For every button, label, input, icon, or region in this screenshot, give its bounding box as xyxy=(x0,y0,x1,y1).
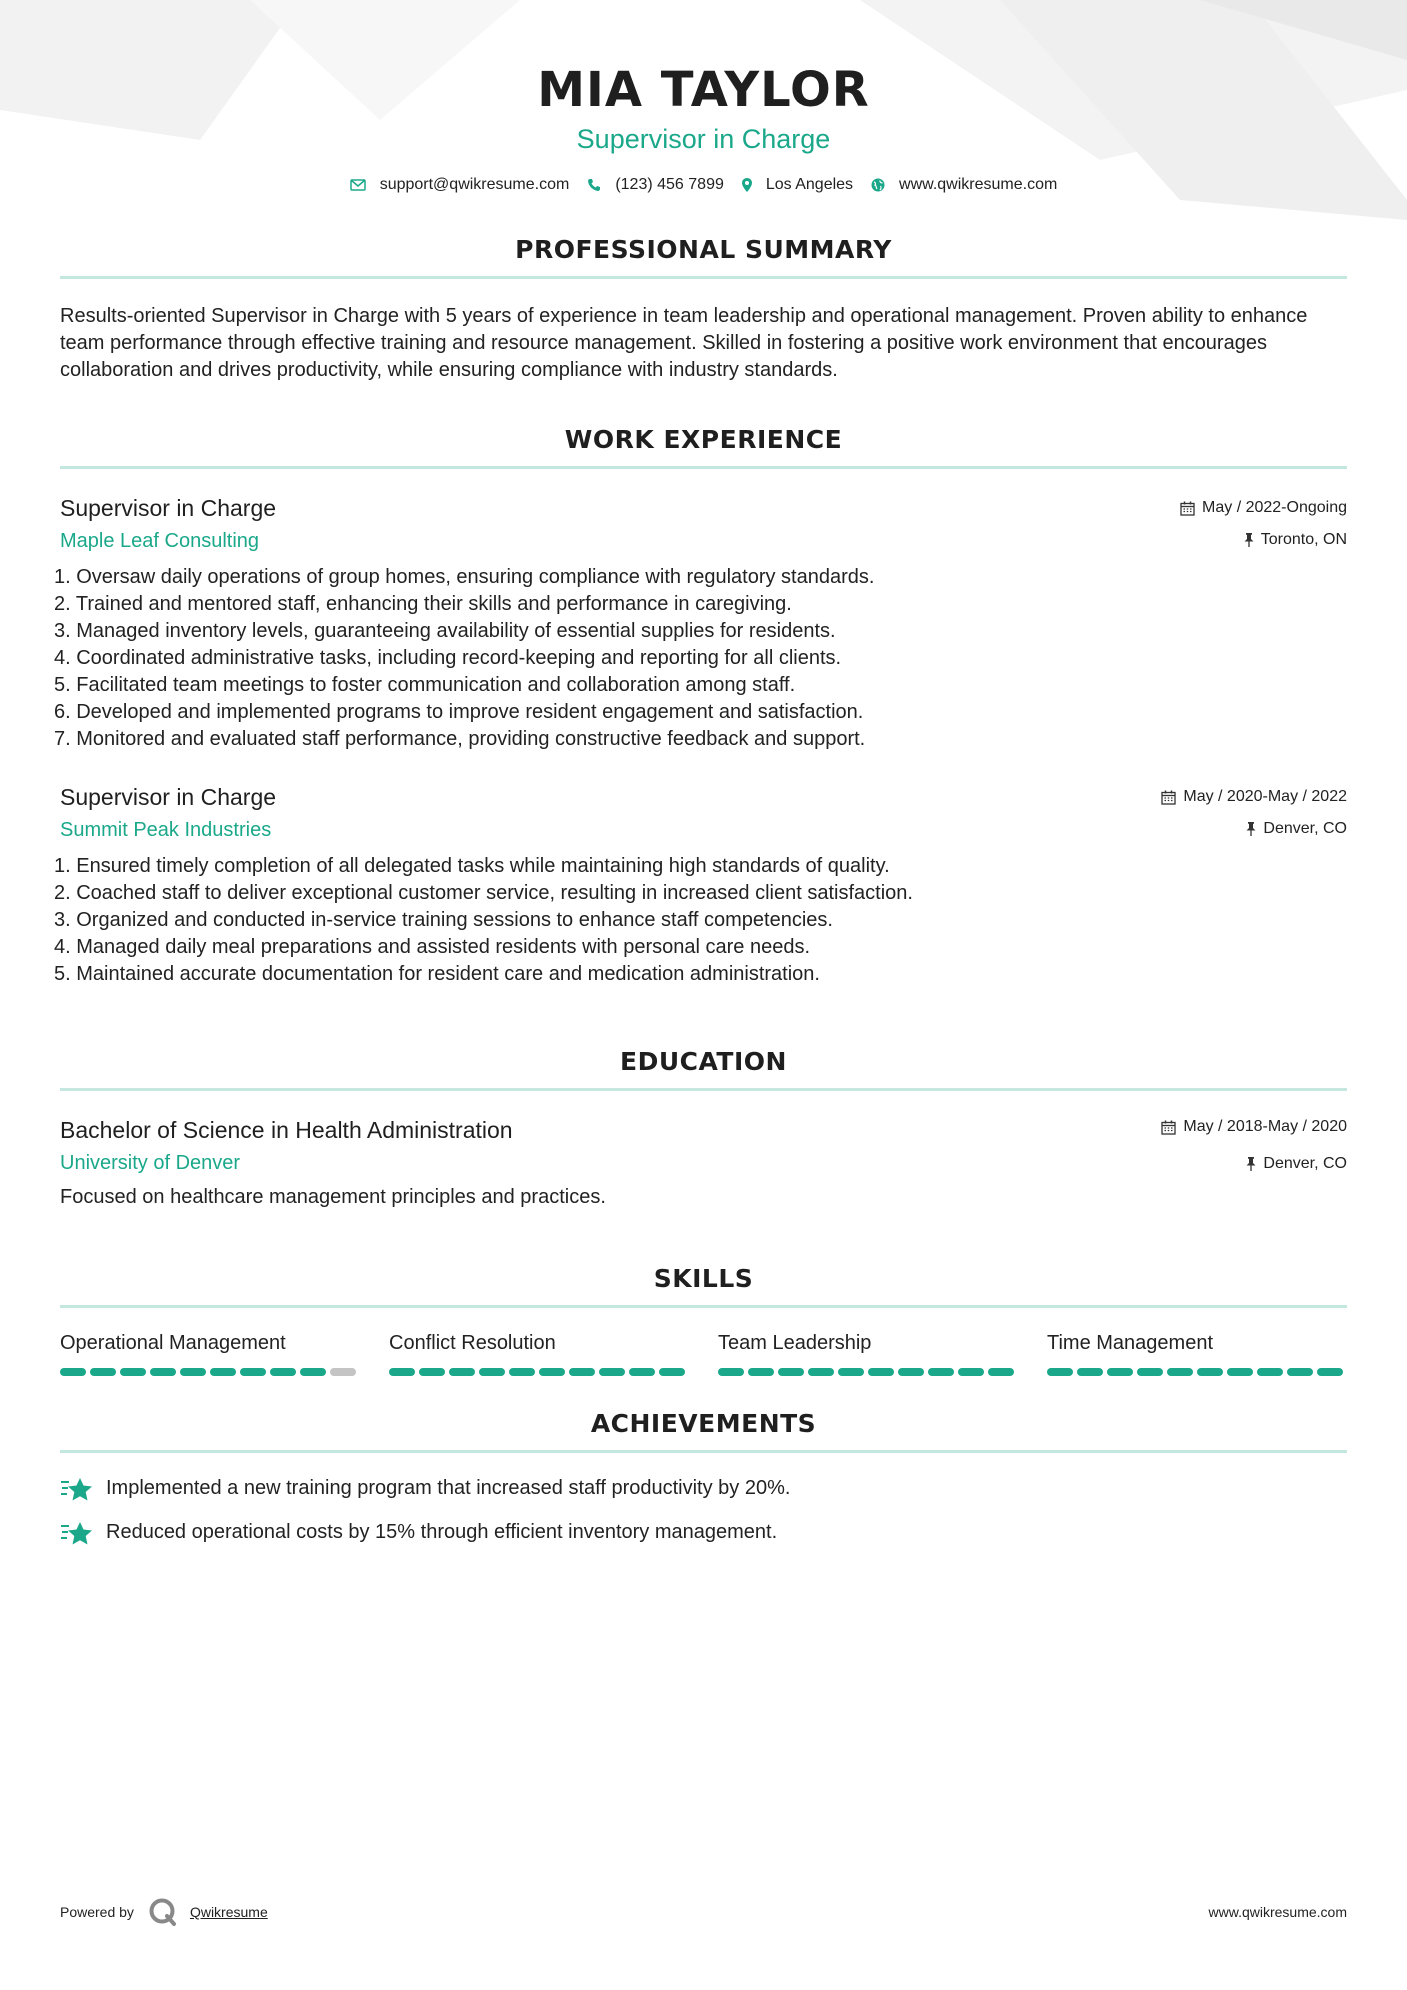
skill-dot xyxy=(569,1368,595,1376)
list-item: 7. Monitored and evaluated staff performance, providing constructive feedback and support. xyxy=(54,728,866,750)
job-location xyxy=(1180,530,1347,550)
calendar-icon xyxy=(1180,501,1195,516)
skill-dot xyxy=(659,1368,685,1376)
skill-dot xyxy=(808,1368,834,1376)
powered-by-label: Powered by xyxy=(60,1904,134,1920)
skill-dot xyxy=(778,1368,804,1376)
skill-rating xyxy=(718,1368,1018,1376)
list-item: 2. Coached staff to deliver exceptional customer service, resulting in increased client satisfaction. xyxy=(54,882,913,904)
calendar-icon xyxy=(1161,1120,1176,1135)
contact-bar xyxy=(0,176,1407,194)
job-dates-text: May / 2022-Ongoing xyxy=(1202,499,1347,516)
skill-dot xyxy=(1077,1368,1103,1376)
skill-dot xyxy=(1107,1368,1133,1376)
skill-name: Team Leadership xyxy=(718,1332,872,1354)
education-entry xyxy=(60,1115,1347,1211)
section-divider xyxy=(60,1450,1347,1453)
job-meta xyxy=(1161,782,1347,839)
list-item: 5. Facilitated team meetings to foster communication and collaboration among staff. xyxy=(54,674,796,696)
school-name: University of Denver xyxy=(60,1152,241,1174)
skill-dot xyxy=(240,1368,266,1376)
calendar-icon xyxy=(1161,790,1176,805)
envelope-icon xyxy=(350,179,366,191)
job-company: Summit Peak Industries xyxy=(60,819,272,841)
experience-section xyxy=(0,424,1407,988)
skill-dot xyxy=(60,1368,86,1376)
job-title: Supervisor in Charge xyxy=(60,495,277,521)
skill-dot xyxy=(120,1368,146,1376)
list-item: 6. Developed and implemented programs to improve resident engagement and satisfaction. xyxy=(54,701,864,723)
contact-email[interactable] xyxy=(350,176,570,194)
skill-dot xyxy=(838,1368,864,1376)
list-item: 3. Managed inventory levels, guaranteeing availability of essential supplies for residents. xyxy=(54,620,836,642)
skill-dot xyxy=(958,1368,984,1376)
skill-dot xyxy=(748,1368,774,1376)
skill-dot xyxy=(1287,1368,1313,1376)
skill-dot xyxy=(180,1368,206,1376)
education-location-text: Denver, CO xyxy=(1263,1155,1347,1172)
skill-dot xyxy=(419,1368,445,1376)
job-dates xyxy=(1180,498,1347,518)
achievement-text: Implemented a new training program that increased staff productivity by 20%. xyxy=(106,1477,791,1499)
job-bullets xyxy=(54,853,1347,988)
job-meta xyxy=(1180,493,1347,550)
job-dates-text: May / 2020-May / 2022 xyxy=(1183,788,1347,805)
skill-dot xyxy=(1167,1368,1193,1376)
experience-title: WORK EXPERIENCE xyxy=(564,425,843,454)
skill-dot xyxy=(509,1368,535,1376)
list-item xyxy=(60,1519,1347,1546)
footer-website[interactable]: www.qwikresume.com xyxy=(1208,1904,1347,1920)
phone-text: (123) 456 7899 xyxy=(615,176,724,193)
skill-dot xyxy=(150,1368,176,1376)
email-text: support@qwikresume.com xyxy=(379,176,570,193)
contact-website[interactable] xyxy=(871,176,1057,194)
section-divider xyxy=(60,466,1347,469)
job-location xyxy=(1161,819,1347,839)
skill-name: Time Management xyxy=(1047,1332,1213,1354)
job-company: Maple Leaf Consulting xyxy=(60,530,260,552)
pushpin-icon xyxy=(1246,822,1256,836)
skill-dot xyxy=(928,1368,954,1376)
pushpin-icon xyxy=(1246,1157,1256,1171)
contact-phone[interactable] xyxy=(587,176,724,194)
skill-rating xyxy=(60,1368,360,1376)
location-text: Los Angeles xyxy=(765,176,854,193)
candidate-role: Supervisor in Charge xyxy=(576,124,831,154)
skill-name: Operational Management xyxy=(60,1332,286,1354)
skill-dot xyxy=(539,1368,565,1376)
job-dates xyxy=(1161,787,1347,807)
skill-name: Conflict Resolution xyxy=(389,1332,556,1354)
map-pin-icon xyxy=(742,178,752,192)
list-item: 5. Maintained accurate documentation for resident care and medication administration. xyxy=(54,963,820,985)
job-bullets xyxy=(54,564,1347,753)
education-description: Focused on healthcare management principles and practices. xyxy=(60,1186,606,1208)
skill-dot xyxy=(449,1368,475,1376)
skills-title: SKILLS xyxy=(653,1264,754,1293)
summary-title: PROFESSIONAL SUMMARY xyxy=(515,235,892,264)
skill-item xyxy=(1047,1330,1347,1376)
skills-section xyxy=(0,1263,1407,1376)
phone-icon xyxy=(587,178,601,192)
resume-header xyxy=(0,0,1407,194)
education-meta xyxy=(1161,1115,1347,1174)
powered-by xyxy=(60,1897,268,1927)
achievement-text: Reduced operational costs by 15% through efficient inventory management. xyxy=(106,1521,778,1543)
section-divider xyxy=(60,1088,1347,1091)
skill-item xyxy=(718,1330,1018,1376)
degree-title: Bachelor of Science in Health Administration xyxy=(60,1117,513,1143)
website-text: www.qwikresume.com xyxy=(899,176,1058,193)
qwikresume-logo-icon xyxy=(148,1897,178,1927)
list-item: 4. Coordinated administrative tasks, including record-keeping and reporting for all clients. xyxy=(54,647,842,669)
skill-rating xyxy=(389,1368,689,1376)
achievements-list xyxy=(60,1475,1347,1546)
skill-item xyxy=(389,1330,689,1376)
skill-dot xyxy=(1227,1368,1253,1376)
skill-dot xyxy=(210,1368,236,1376)
star-icon xyxy=(60,1476,94,1502)
skill-dot xyxy=(270,1368,296,1376)
skill-dot xyxy=(1257,1368,1283,1376)
skill-dot xyxy=(330,1368,356,1376)
pushpin-icon xyxy=(1244,533,1254,547)
education-location xyxy=(1161,1154,1347,1174)
skill-dot xyxy=(479,1368,505,1376)
section-divider xyxy=(60,1305,1347,1308)
education-dates xyxy=(1161,1117,1347,1137)
skill-dot xyxy=(90,1368,116,1376)
list-item xyxy=(60,1475,1347,1502)
list-item: 2. Trained and mentored staff, enhancing their skills and performance in caregiving. xyxy=(54,593,792,615)
achievements-section xyxy=(0,1408,1407,1546)
skill-dot xyxy=(718,1368,744,1376)
job-title: Supervisor in Charge xyxy=(60,784,277,810)
skills-list xyxy=(60,1330,1347,1376)
candidate-name: MIA TAYLOR xyxy=(537,62,870,118)
brand-link[interactable]: Qwikresume xyxy=(189,1904,268,1920)
job-location-text: Denver, CO xyxy=(1263,820,1347,837)
skill-dot xyxy=(1047,1368,1073,1376)
achievements-title: ACHIEVEMENTS xyxy=(590,1409,817,1438)
skill-dot xyxy=(1317,1368,1343,1376)
job-entry xyxy=(54,493,1347,753)
education-title: EDUCATION xyxy=(620,1047,787,1076)
education-section xyxy=(0,1046,1407,1211)
skill-dot xyxy=(300,1368,326,1376)
skill-item xyxy=(60,1330,360,1376)
section-divider xyxy=(60,276,1347,279)
list-item: 1. Ensured timely completion of all delegated tasks while maintaining high standards of quality. xyxy=(54,855,890,877)
contact-location xyxy=(742,176,853,194)
skill-dot xyxy=(898,1368,924,1376)
list-item: 1. Oversaw daily operations of group homes, ensuring compliance with regulatory standards. xyxy=(54,566,875,588)
list-item: 4. Managed daily meal preparations and assisted residents with personal care needs. xyxy=(54,936,810,958)
skill-dot xyxy=(599,1368,625,1376)
job-location-text: Toronto, ON xyxy=(1260,531,1347,548)
summary-text: Results-oriented Supervisor in Charge with 5 years of experience in team leadership and operational management. Proven ability to enhance team performance through effective training and resource management. Skilled in fostering a positive work environment that encourages collaboration and drives productivity, while ensuring compliance with industry standards. xyxy=(60,305,1308,381)
skill-dot xyxy=(389,1368,415,1376)
education-dates-text: May / 2018-May / 2020 xyxy=(1183,1118,1347,1135)
skill-rating xyxy=(1047,1368,1347,1376)
job-entry xyxy=(54,782,1347,988)
skill-dot xyxy=(629,1368,655,1376)
globe-icon xyxy=(871,178,885,192)
skill-dot xyxy=(1137,1368,1163,1376)
skill-dot xyxy=(988,1368,1014,1376)
list-item: 3. Organized and conducted in-service training sessions to enhance staff competencies. xyxy=(54,909,833,931)
summary-section xyxy=(0,234,1407,384)
skill-dot xyxy=(868,1368,894,1376)
page-footer xyxy=(60,1897,1347,1927)
skill-dot xyxy=(1197,1368,1223,1376)
star-icon xyxy=(60,1520,94,1546)
